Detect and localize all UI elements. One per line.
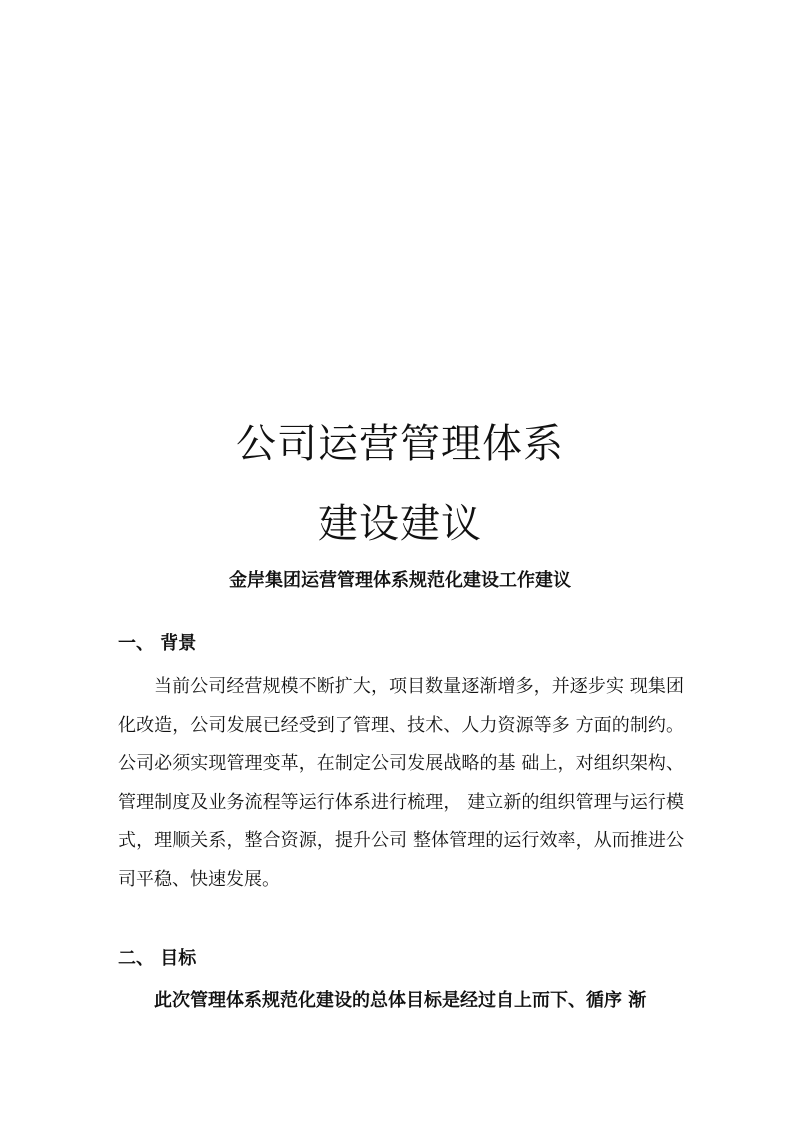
section-paragraph-goal: 此次管理体系规范化建设的总体目标是经过自上而下、循序 渐 <box>154 990 647 1011</box>
section-heading-goal: 二、 目标 <box>118 948 197 969</box>
section-paragraph-background: 当前公司经营规模不断扩大，项目数量逐渐增多，并逐步实 现集团化改造，公司发展已经受到了管理、技术、人力资源等多 方面的制约。公司必须实现管理变革，在制定公司发展战略的基 础上，对组织架构、管理制度及业务流程等运行体系进行梳理， 建立新的组织管理与运行模式，理顺关系，整合资源，提升公司 整体管理的运行效率，从而推进公司平稳、快速发展。 <box>118 676 684 890</box>
document-subtitle: 金岸集团运营管理体系规范化建设工作建议 <box>229 570 571 591</box>
document-title-line-1: 公司运营管理体系 <box>236 421 564 467</box>
document-title-line-2: 建设建议 <box>318 501 482 547</box>
section-heading-background: 一、 背景 <box>118 633 197 654</box>
